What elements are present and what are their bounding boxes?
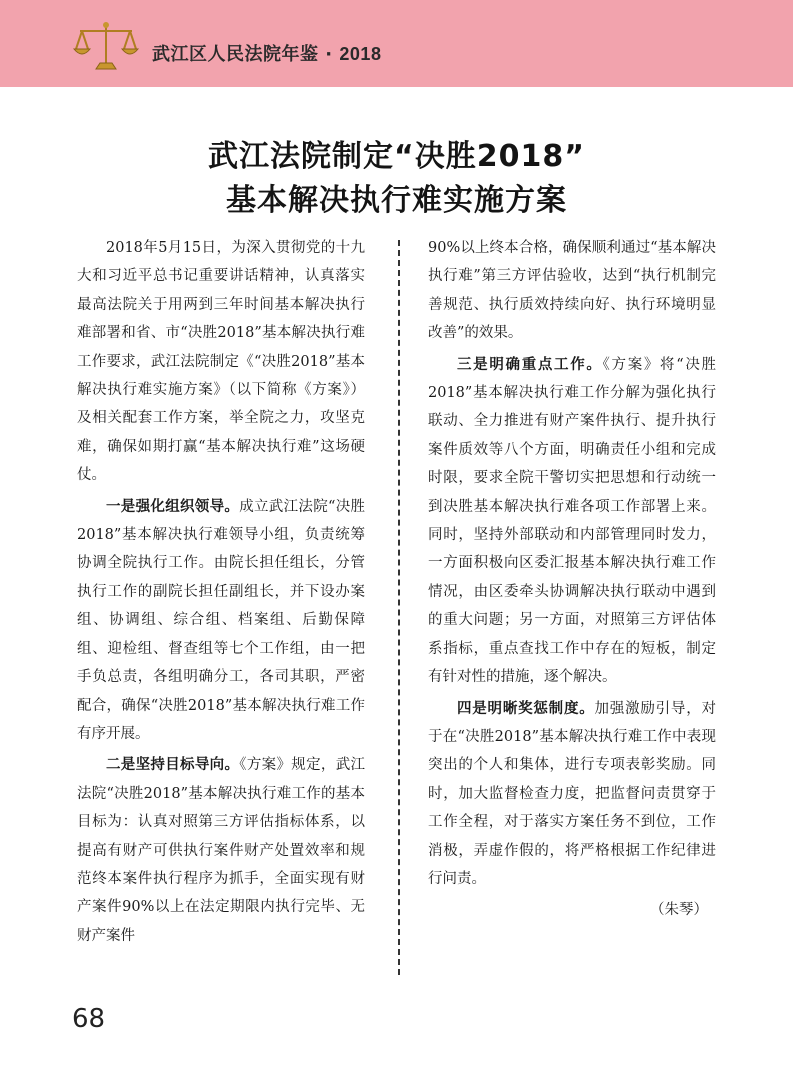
section-2-continued: 90%以上终本合格，确保顺利通过“基本解决执行难”第三方评估验收，达到“执行机制完善规范、执行质效持续向好、执行环境明显改善”的效果。 (428, 240, 716, 342)
yearbook-title (152, 40, 381, 66)
section-2-lead: 二是坚持目标导向。 (106, 757, 240, 774)
intro-paragraph: 2018年5月15日，为深入贯彻党的十九大和习近平总书记重要讲话精神，认真落实最高法院关于用两到三年时间基本解决执行难部署和省、市“决胜2018”基本解决执行难工作要求，武江法院制定《“决胜2018”基本解决执行难实施方案》（以下简称《方案》）及相关配套工作方案，举全院之力，攻坚克难，确保如期打赢“基本解决执行难”这场硬仗。 (77, 240, 365, 484)
section-3-paragraph (428, 351, 716, 692)
yearbook-year: 2018 (339, 44, 382, 64)
section-1-text: 成立武江法院“决胜2018”基本解决执行难领导小组，负责统筹协调全院执行工作。由院长担任组长，分管执行工作的副院长担任副组长，并下设办案组、协调组、综合组、档案组、后勤保障组、迎检组、督查组等七个工作组，由一把手负总责，各组明确分工，各司其职，严密配合，确保“决胜2018”基本解决执行难工作有序开展。 (77, 498, 366, 742)
section-4-paragraph (428, 695, 716, 894)
scales-of-justice-icon (72, 19, 140, 73)
section-3-lead: 三是明确重点工作。 (457, 356, 603, 373)
yearbook-name: 武江区人民法院年鉴 (152, 44, 319, 65)
header-band (0, 0, 793, 87)
section-2-paragraph (77, 751, 365, 950)
section-1-lead: 一是强化组织领导。 (106, 498, 240, 515)
section-4-text: 加强激励引导，对于在“决胜2018”基本解决执行难工作中表现突出的个人和集体，进行专项表彰奖励。同时，加大监督检查力度，把监督问责贯穿于工作全程，对于落实方案任务不到位，工作消极，弄虚作假的，将严格根据工作纪律进行问责。 (428, 700, 716, 887)
left-column (77, 234, 365, 953)
article-title-line1: 武江法院制定“决胜2018” (208, 139, 585, 174)
right-column (428, 234, 716, 928)
author-credit: （朱琴） (650, 902, 708, 919)
section-4-lead: 四是明晰奖惩制度。 (457, 700, 595, 717)
section-1-paragraph (77, 493, 365, 749)
section-2-text: 《方案》规定，武江法院“决胜2018”基本解决执行难工作的基本目标为：认真对照第三方评估指标体系，以提高有财产可供执行案件财产处置效率和规范终本案件执行程序为抓手，全面实现有财产案件90%以上在法定期限内执行完毕、无财产案件 (77, 757, 366, 944)
article-title-line2: 基本解决执行难实施方案 (226, 183, 567, 218)
column-divider (398, 240, 400, 975)
title-separator: · (325, 44, 333, 65)
section-3-text: 《方案》将“决胜2018”基本解决执行难工作分解为强化执行联动、全力推进有财产案件执行、提升执行案件质效等八个方面，明确责任小组和完成时限，要求全院干警切实把思想和行动统一到决胜基本解决执行难各项工作部署上来。同时，坚持外部联动和内部管理同时发力，一方面积极向区委汇报基本解决执行难工作情况，由区委牵头协调解决执行联动中遇到的重大问题；另一方面，对照第三方评估体系指标，重点查找工作中存在的短板，制定有针对性的措施，逐个解决。 (428, 356, 716, 686)
page-number: 68 (72, 1004, 106, 1034)
